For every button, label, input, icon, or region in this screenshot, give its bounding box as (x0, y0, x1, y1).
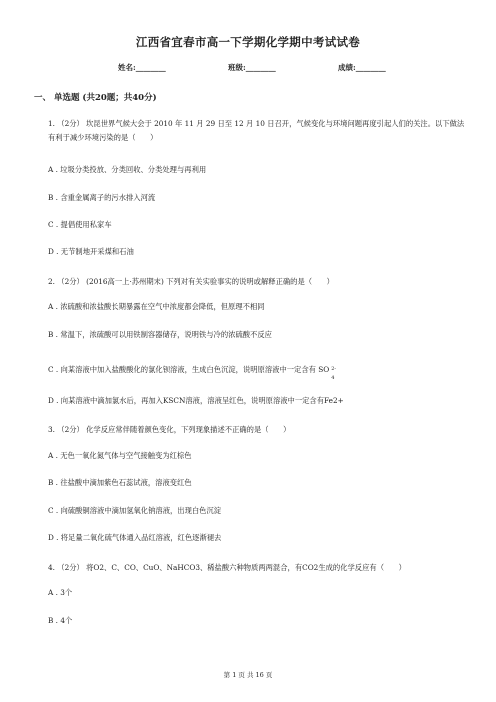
question-2-option-d: D . 向某溶液中滴加氯水后，再加入KSCN溶液，溶液呈红色，说明原溶液中一定含有Fe2+ (48, 396, 344, 405)
question-1-stem (34, 117, 470, 145)
score-field: 成绩:________ (338, 63, 386, 72)
question-1-option-d: D . 无节制地开采煤和石油 (48, 247, 134, 256)
class-field: 班级:________ (228, 63, 276, 72)
question-1-option-a: A . 垃圾分类投放、分类回收、分类处理与再利用 (48, 165, 207, 174)
question-1-option-b: B . 含重金属离子的污水排入河流 (48, 193, 156, 202)
document-title: 江西省宜春市高一下学期化学期中考试试卷 (135, 35, 361, 49)
question-2-option-c (48, 365, 337, 381)
question-2-option-c-text: C . 向某溶液中加入盐酸酸化的氯化钡溶液，生成白色沉淀，说明原溶液中一定含有 SO (48, 365, 330, 374)
question-3-option-c: C . 向硫酸铜溶液中滴加氢氧化钠溶液，出现白色沉淀 (48, 506, 222, 515)
question-2-option-a: A . 浓硫酸和浓盐酸长期暴露在空气中浓度都会降低，但原理不相同 (48, 302, 265, 311)
sulfate-subscript: 4 (331, 375, 335, 381)
question-3-option-a: A . 无色一氧化氮气体与空气接触变为红棕色 (48, 451, 192, 460)
question-4-option-b: B . 4个 (48, 616, 73, 625)
question-2-text: 2. （2分） (2016高一上·苏州期末) 下列对有关实验事实的说明或解释正确的是（ ） (48, 277, 334, 286)
page-footer: 第 1 页 共 16 页 (223, 671, 273, 679)
question-2-option-b: B . 常温下，浓硫酸可以用铁制容器储存，说明铁与冷的浓硫酸不反应 (48, 330, 272, 339)
name-field: 姓名:________ (118, 63, 166, 72)
question-3-option-b: B . 往盐酸中滴加紫色石蕊试液，溶液变红色 (48, 478, 192, 487)
question-3-option-d: D . 将足量二氧化硫气体通入品红溶液，红色逐渐褪去 (48, 533, 222, 542)
question-4-text: 4. （2分） 将O2、C、CO、CuO、NaHCO3、稀盐酸六种物质两两混合，有CO2生成的化学反应有（ ） (48, 563, 406, 572)
question-2-stem (34, 275, 470, 289)
section-heading: 一、 单选题 (共20题；共40分) (34, 93, 157, 103)
sulfate-superscript: 2- (331, 366, 337, 372)
question-3-stem (34, 423, 470, 437)
question-3-text: 3. （2分） 化学反应常伴随着颜色变化，下列现象描述不正确的是（ ） (48, 425, 291, 434)
question-4-option-a: A . 3个 (48, 588, 73, 597)
question-1-option-c: C . 提倡使用私家车 (48, 220, 112, 229)
question-1-text: 1. （2分） 坎昆世界气候大会于 2010 年 11 月 29 日至 12 月 10 日召开，气候变化与环境问题再度引起人们的关注。以下做法有利于减少环境污染的是（ ） (48, 119, 465, 142)
question-4-stem (34, 561, 470, 575)
